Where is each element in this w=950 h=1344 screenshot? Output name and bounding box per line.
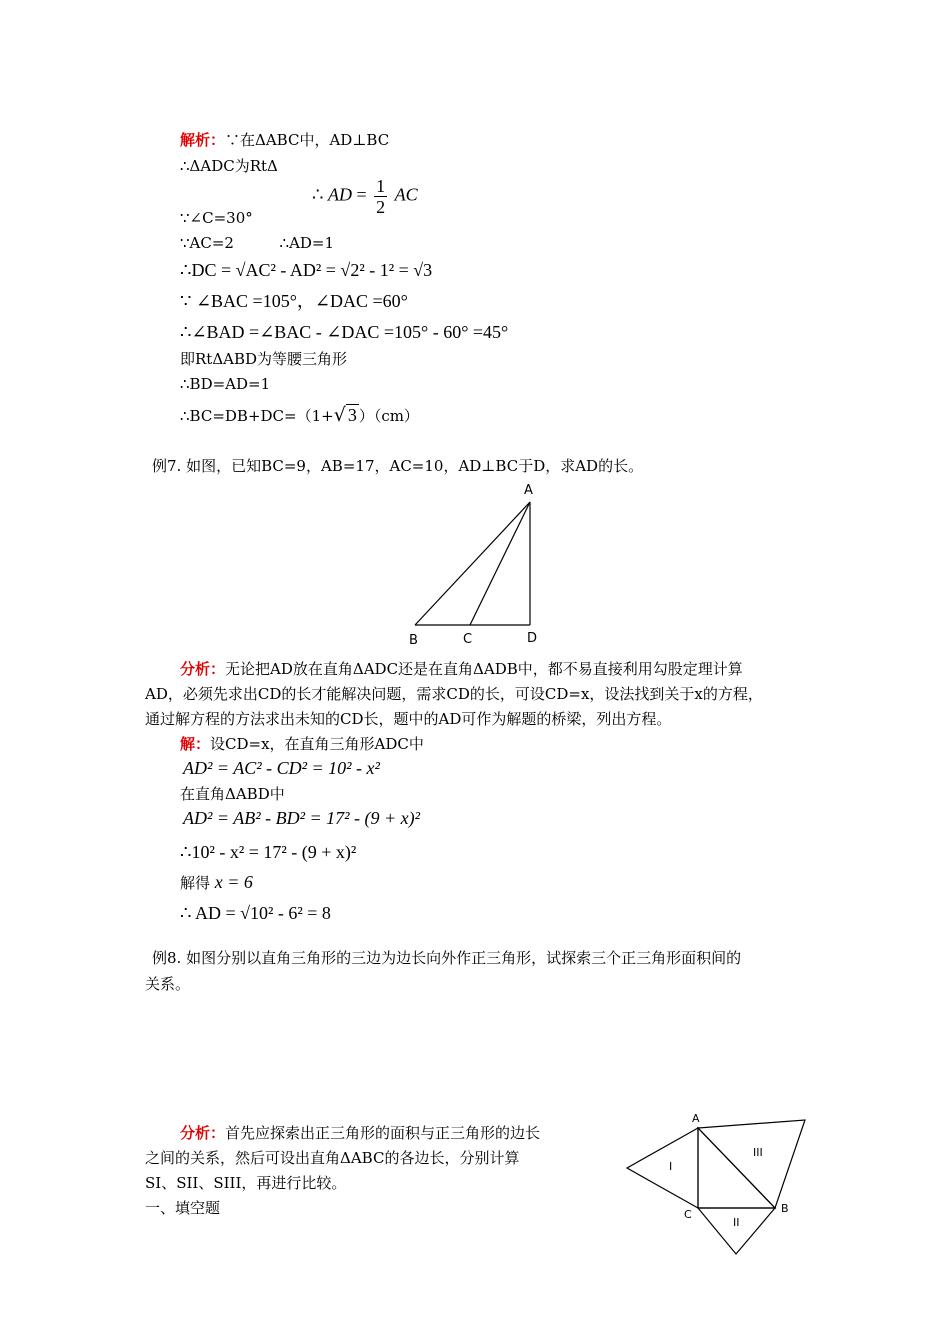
sol6-line-3-fraction — [312, 176, 418, 217]
therefore-sign: ∴ — [312, 184, 324, 205]
ex8-equilateral-triangles-figure — [615, 1108, 815, 1260]
ex8-question-line-1: 例8. 如图分别以直角三角形的三边为边长向外作正三角形，试探索三个正三角形面积间的 — [152, 949, 742, 967]
solved-value: x = 6 — [214, 872, 253, 892]
equilateral-triangle-i — [627, 1128, 698, 1208]
ex7-equation-4: ∴ AD = √10² - 6² = 8 — [180, 903, 331, 923]
section-heading: 一、填空题 — [145, 1199, 221, 1217]
solution-heading: 解： — [180, 735, 211, 753]
label-c: C — [684, 1208, 692, 1221]
sol6-result-ad: ∴AD=1 — [279, 234, 335, 252]
fraction-one-half — [374, 176, 387, 217]
sol6-line-2: ∴ΔADC为RtΔ — [180, 157, 278, 175]
sqrt-radicand: 3 — [347, 405, 357, 425]
equilateral-triangle-ii — [698, 1208, 775, 1254]
ex7-solution-intro: 设CD=x，在直角三角形ADC中 — [210, 735, 424, 753]
solution-heading: 解析： — [180, 131, 226, 149]
ex7-equation-1: AD² = AC² - CD² = 10² - x² — [183, 758, 380, 778]
sol6-bc-suffix: ）（cm） — [358, 407, 419, 425]
sol6-bc-prefix: ∴BC=DB+DC=（1+ — [180, 407, 334, 425]
ac-symbol: AC — [394, 184, 418, 205]
equilateral-triangle-iii — [698, 1120, 805, 1208]
ex7-question: 例7. 如图，已知BC=9，AB=17，AC=10，AD⊥BC于D，求AD的长。 — [152, 457, 644, 475]
ex7-in-abd: 在直角ΔABD中 — [180, 785, 285, 803]
sol6-line-6: ∴DC = √AC² - AD² = √2² - 1² = √3 — [180, 260, 433, 280]
segment-ac — [470, 502, 530, 625]
segment-ab — [415, 502, 530, 625]
sol6-line-4: ∵∠C=30° — [180, 209, 253, 227]
fraction-denominator: 2 — [376, 197, 386, 217]
label-region-iii: III — [753, 1146, 763, 1159]
label-b: B — [409, 633, 418, 648]
label-b: B — [781, 1202, 789, 1215]
ex7-analysis-line-2: AD，必须先求出CD的长才能解决问题，需求CD的长，可设CD=x，设法找到关于x的方程， — [145, 685, 763, 703]
sol6-line-5 — [180, 233, 334, 253]
ex8-question-line-2: 关系。 — [145, 975, 191, 993]
equals-sign: = — [356, 184, 367, 205]
ex7-solved-line — [180, 872, 253, 893]
label-a: A — [692, 1112, 700, 1125]
label-d: D — [527, 631, 538, 646]
sol6-line-7: ∵ ∠BAC =105°，∠DAC =60° — [180, 291, 408, 311]
ex8-analysis-text-1: 首先应探索出正三角形的面积与正三角形的边长 — [225, 1124, 541, 1142]
sol6-line-11 — [180, 405, 419, 426]
ex7-analysis-line-3: 通过解方程的方法求出未知的CD长，题中的AD可作为解题的桥梁，列出方程。 — [145, 710, 672, 728]
ex7-equation-2: AD² = AB² - BD² = 17² - (9 + x)² — [183, 808, 421, 828]
ex7-equation-3: ∴10² - x² = 17² - (9 + x)² — [180, 842, 357, 862]
sol6-line-10: ∴BD=AD=1 — [180, 375, 271, 393]
ad-symbol: AD — [327, 184, 352, 205]
label-region-i: I — [669, 1160, 673, 1173]
ex7-analysis-line-1 — [180, 659, 743, 679]
ex8-analysis-line-3: SI、SII、SIII，再进行比较。 — [145, 1174, 347, 1192]
sqrt-symbol: √ — [333, 404, 346, 426]
sol6-text-1: ∵在ΔABC中，AD⊥BC — [225, 131, 390, 149]
solved-label: 解得 — [180, 874, 211, 892]
analysis-heading: 分析： — [180, 1124, 226, 1142]
sol6-line-1 — [180, 130, 389, 150]
sol6-given-ac: ∵AC=2 — [180, 234, 234, 252]
sol6-line-9: 即RtΔABD为等腰三角形 — [180, 350, 348, 368]
label-region-ii: II — [733, 1216, 740, 1229]
analysis-heading: 分析： — [180, 660, 226, 678]
fraction-numerator: 1 — [376, 176, 386, 196]
label-a: A — [524, 483, 533, 498]
sol6-line-8: ∴∠BAD =∠BAC - ∠DAC =105° - 60° =45° — [180, 322, 509, 342]
ex7-triangle-figure — [400, 478, 560, 650]
label-c: C — [463, 632, 473, 647]
ex7-analysis-text-1: 无论把AD放在直角ΔADC还是在直角ΔADB中，都不易直接利用勾股定理计算 — [225, 660, 743, 678]
ex8-analysis-line-2: 之间的关系，然后可设出直角ΔABC的各边长，分别计算 — [145, 1149, 520, 1167]
ex7-solution-line — [180, 734, 424, 754]
ex8-analysis-line-1 — [180, 1123, 540, 1143]
